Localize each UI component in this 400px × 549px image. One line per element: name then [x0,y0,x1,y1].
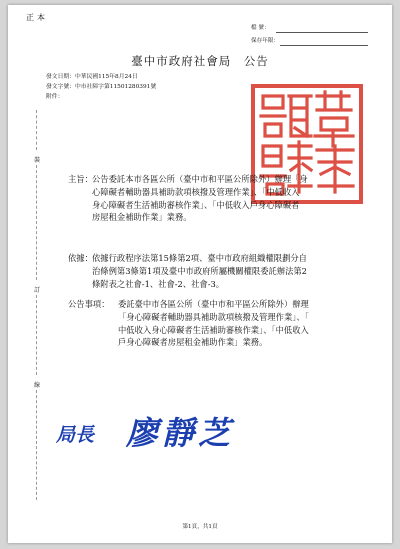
subject-line: 身心障礙者生活補助審核作業」、「中低收入戶身心障礙者 [92,199,300,210]
subject-line: 房屋租金補助作業」業務。 [92,212,192,223]
file-number-line [276,32,368,33]
subject-line: 公告委託本市各區公所（臺中市和平區公所除外）辦理「身 [92,174,308,184]
binding-line [36,390,37,500]
announcement-line: 「身心障礙者輔助器具補助款項核撥及管理作業」、「 [118,311,309,322]
subject-label: 主旨： [68,174,93,184]
binding-line [36,165,37,280]
basis-line: 條附表之社會-1、社會-2、社會-3。 [92,278,225,289]
basis-line: 依據行政程序法第15條第2項、臺中市政府組織權限劃分自 [92,253,307,263]
retention-label: 保存年限： [251,38,279,44]
subject-line: 心障礙者輔助器具補助款項核撥及管理作業」、「中低收入 [92,186,300,197]
document-page [8,5,392,543]
subject-body [92,173,308,224]
retention-line [280,45,368,46]
announcement-line: 委託臺中市各區公所（臺中市和平區公所除外）辦理 [118,299,309,309]
basis-body [92,252,307,290]
copy-type: 正本 [26,13,48,22]
announcement-line: 戶身心障礙者房屋租金補助作業」業務。 [118,337,268,348]
signature-title: 局長 [56,424,95,446]
announcement-items-label: 公告事項： [68,299,110,309]
document-title: 臺中市政府社會局 公告 [131,54,269,68]
announcement-line: 中低收入身心障礙者生活補助審核作業」、「中低收入 [118,324,309,335]
margin-mark-bind: 裝 [34,157,41,164]
page-number-footer: 第1頁，共1頁 [182,524,218,530]
announcement-items-body [118,298,309,349]
issue-date: 發文日期：中華民國115年8月24日 [46,74,138,80]
binding-line [36,295,37,375]
basis-line: 治條例第3條第1項及臺中市政府所屬機關權限委託辦法第2 [92,265,307,276]
basis-label: 依據： [68,253,93,263]
margin-mark-stitch: 訂 [34,287,41,294]
signature-name: 廖靜芝 [126,414,235,452]
attachment-label: 附件： [46,94,64,100]
binding-line [36,110,37,150]
margin-mark-line: 線 [34,382,41,389]
document-number: 發文字號：中市社障字第11501280391號 [46,84,157,90]
file-number-label: 檔 號： [251,25,270,31]
